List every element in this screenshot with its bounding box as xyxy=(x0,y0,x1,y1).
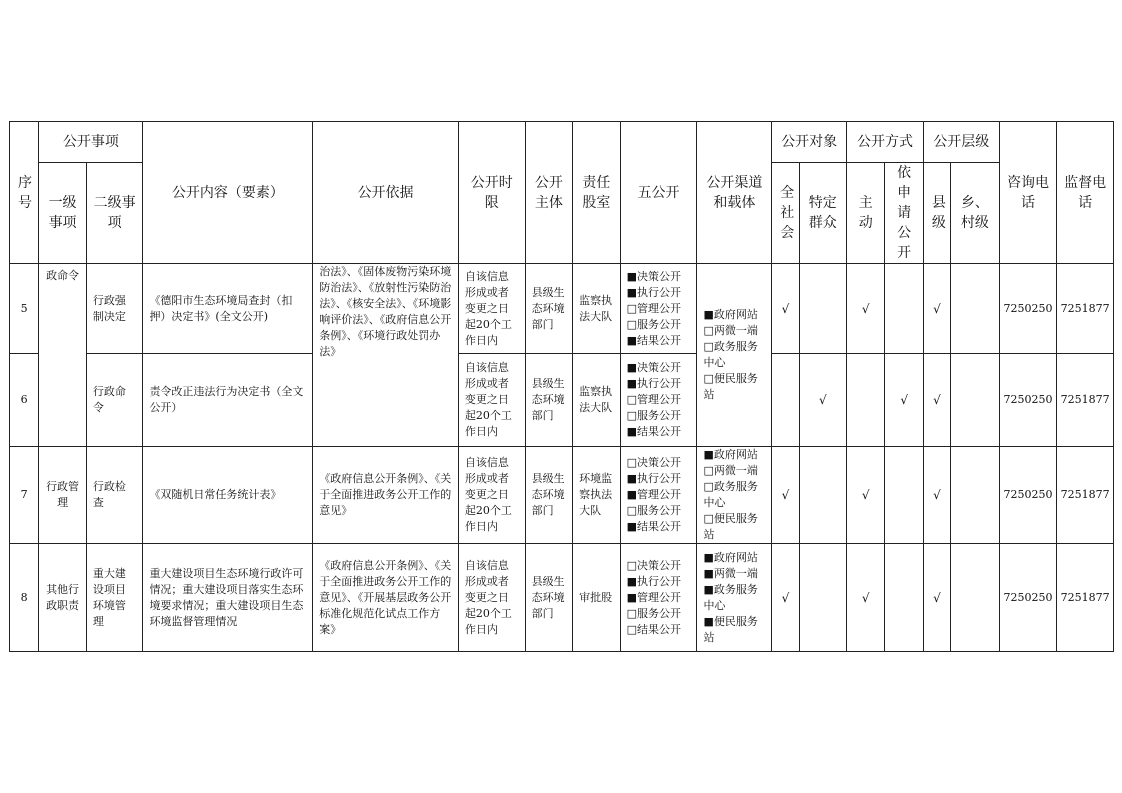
channel-item: □便民服务站 xyxy=(703,512,758,541)
header-target-all: 全社会 xyxy=(772,163,799,264)
header-target: 公开对象 xyxy=(772,122,847,163)
row-time-limit: 自该信息形成或者变更之日起20个工作日内 xyxy=(458,544,525,652)
row-five-public xyxy=(620,447,697,544)
five-public-item: □服务公开 xyxy=(626,606,682,620)
row-content: 《双随机日常任务统计表》 xyxy=(143,447,313,544)
row-content: 责令改正违法行为决定书（全文公开） xyxy=(143,354,313,447)
row-section: 环境监察执法大队 xyxy=(573,447,621,544)
check-request xyxy=(885,544,923,652)
check-request xyxy=(885,264,923,354)
disclosure-table xyxy=(9,121,1114,652)
channel-item: □政务服务中心 xyxy=(703,340,758,369)
row-section: 监察执法大队 xyxy=(573,264,621,354)
check-specific: √ xyxy=(799,354,847,447)
row-basis: 《政府信息公开条例》、《关于全面推进政务公开工作的意见》 xyxy=(313,447,459,544)
row-channel xyxy=(697,447,772,544)
five-public-item: □管理公开 xyxy=(626,301,682,315)
channel-item: ■便民服务站 xyxy=(703,614,758,644)
channel-item: □便民服务站 xyxy=(703,372,758,401)
table-row xyxy=(10,354,1114,447)
row-channel xyxy=(697,264,772,447)
header-subject: 公开主体 xyxy=(525,122,573,264)
header-level-town: 乡、村级 xyxy=(951,163,1000,264)
row-time-limit: 自该信息形成或者变更之日起20个工作日内 xyxy=(458,354,525,447)
row-five-public xyxy=(620,544,697,652)
channel-item: ■政务服务中心 xyxy=(703,582,758,612)
five-public-item: ■结果公开 xyxy=(626,333,682,347)
row-five-public xyxy=(620,264,697,354)
consult-phone: 7250250 xyxy=(999,447,1057,544)
check-active: √ xyxy=(847,264,885,354)
five-public-item: □服务公开 xyxy=(626,504,682,517)
consult-phone: 7250250 xyxy=(999,544,1057,652)
row-level2: 行政检查 xyxy=(86,447,143,544)
check-all: √ xyxy=(772,544,799,652)
five-public-item: □结果公开 xyxy=(626,622,682,636)
header-content: 公开内容（要素） xyxy=(143,122,313,264)
channel-item: □两微一端 xyxy=(703,464,758,477)
five-public-item: □决策公开 xyxy=(626,456,682,469)
header-supervise-phone: 监督电话 xyxy=(1057,122,1114,264)
consult-phone: 7250250 xyxy=(999,354,1057,447)
row-time-limit: 自该信息形成或者变更之日起20个工作日内 xyxy=(458,264,525,354)
check-specific xyxy=(799,264,847,354)
header-time-limit: 公开时限 xyxy=(458,122,525,264)
row-seq: 8 xyxy=(10,544,39,652)
header-method-request: 依申请公开 xyxy=(885,163,923,264)
check-active: √ xyxy=(847,544,885,652)
five-public-item: ■决策公开 xyxy=(626,269,682,283)
row-subject: 县级生态环境部门 xyxy=(525,447,573,544)
check-active: √ xyxy=(847,447,885,544)
table-row xyxy=(10,544,1114,652)
five-public-item: ■执行公开 xyxy=(626,472,682,485)
header-consult-phone: 咨询电话 xyxy=(999,122,1057,264)
check-all xyxy=(772,354,799,447)
supervise-phone: 7251877 xyxy=(1057,264,1114,354)
row-level1: 其他行政职责 xyxy=(39,544,87,652)
row-level1: 政命令 xyxy=(39,264,87,447)
five-public-item: □服务公开 xyxy=(626,317,682,331)
row-level2: 行政命令 xyxy=(86,354,143,447)
header-basis: 公开依据 xyxy=(313,122,459,264)
row-five-public xyxy=(620,354,697,447)
check-specific xyxy=(799,447,847,544)
five-public-item: ■执行公开 xyxy=(626,377,682,390)
check-active xyxy=(847,354,885,447)
header-level1: 一级事项 xyxy=(39,163,87,264)
check-town xyxy=(951,354,1000,447)
row-level2: 重大建设项目环境管理 xyxy=(86,544,143,652)
header-five-public: 五公开 xyxy=(620,122,697,264)
channel-item: ■政府网站 xyxy=(703,448,758,461)
consult-phone: 7250250 xyxy=(999,264,1057,354)
row-content: 重大建设项目生态环境行政许可情况；重大建设项目落实生态环境要求情况；重大建设项目生态环境监督管理情况 xyxy=(143,544,313,652)
five-public-item: ■结果公开 xyxy=(626,520,682,533)
header-target-specific: 特定群众 xyxy=(799,163,847,264)
header-channel: 公开渠道和载体 xyxy=(697,122,772,264)
check-request: √ xyxy=(885,354,923,447)
header-seq: 序号 xyxy=(10,122,39,264)
five-public-item: ■执行公开 xyxy=(626,285,682,299)
channel-item: ■政府网站 xyxy=(703,308,758,321)
row-seq: 5 xyxy=(10,264,39,354)
check-county: √ xyxy=(923,354,950,447)
row-subject: 县级生态环境部门 xyxy=(525,354,573,447)
supervise-phone: 7251877 xyxy=(1057,354,1114,447)
five-public-item: ■管理公开 xyxy=(626,488,682,501)
check-county: √ xyxy=(923,447,950,544)
five-public-item: ■决策公开 xyxy=(626,361,682,374)
check-all: √ xyxy=(772,264,799,354)
row-section: 监察执法大队 xyxy=(573,354,621,447)
channel-item: ■政府网站 xyxy=(703,550,758,564)
check-all: √ xyxy=(772,447,799,544)
supervise-phone: 7251877 xyxy=(1057,544,1114,652)
row-section: 审批股 xyxy=(573,544,621,652)
five-public-item: □管理公开 xyxy=(626,393,682,406)
five-public-item: ■结果公开 xyxy=(626,425,682,438)
row-basis: 《政府信息公开条例》、《关于全面推进政务公开工作的意见》、《开展基层政务公开标准化规范化试点工作方案》 xyxy=(313,544,459,652)
header-method-active: 主动 xyxy=(847,163,885,264)
row-subject: 县级生态环境部门 xyxy=(525,264,573,354)
channel-item: ■两微一端 xyxy=(703,566,758,580)
check-county: √ xyxy=(923,544,950,652)
row-seq: 6 xyxy=(10,354,39,447)
header-section: 责任股室 xyxy=(573,122,621,264)
row-level2: 行政强制决定 xyxy=(86,264,143,354)
check-town xyxy=(951,264,1000,354)
supervise-phone: 7251877 xyxy=(1057,447,1114,544)
channel-item: □两微一端 xyxy=(703,324,758,337)
header-level-county: 县级 xyxy=(923,163,950,264)
check-county: √ xyxy=(923,264,950,354)
table-row xyxy=(10,447,1114,544)
row-content: 《德阳市生态环境局查封（扣押）决定书》(全文公开) xyxy=(143,264,313,354)
channel-item: □政务服务中心 xyxy=(703,480,758,509)
header-level2: 二级事项 xyxy=(86,163,143,264)
row-subject: 县级生态环境部门 xyxy=(525,544,573,652)
five-public-item: ■管理公开 xyxy=(626,590,682,604)
header-method: 公开方式 xyxy=(847,122,924,163)
check-request xyxy=(885,447,923,544)
row-basis: 治法》、《固体废物污染环境防治法》、《放射性污染防治法》、《核安全法》、《环境影响评价法》、《政府信息公开条例》、《环境行政处罚办法》 xyxy=(313,264,459,447)
five-public-item: □服务公开 xyxy=(626,409,682,422)
row-channel xyxy=(697,544,772,652)
row-seq: 7 xyxy=(10,447,39,544)
header-disclosure-items: 公开事项 xyxy=(39,122,143,163)
five-public-item: ■执行公开 xyxy=(626,574,682,588)
check-specific xyxy=(799,544,847,652)
row-level1: 行政管理 xyxy=(39,447,87,544)
five-public-item: □决策公开 xyxy=(626,558,682,572)
check-town xyxy=(951,544,1000,652)
row-time-limit: 自该信息形成或者变更之日起20个工作日内 xyxy=(458,447,525,544)
check-town xyxy=(951,447,1000,544)
header-level: 公开层级 xyxy=(923,122,999,163)
table-row xyxy=(10,264,1114,354)
